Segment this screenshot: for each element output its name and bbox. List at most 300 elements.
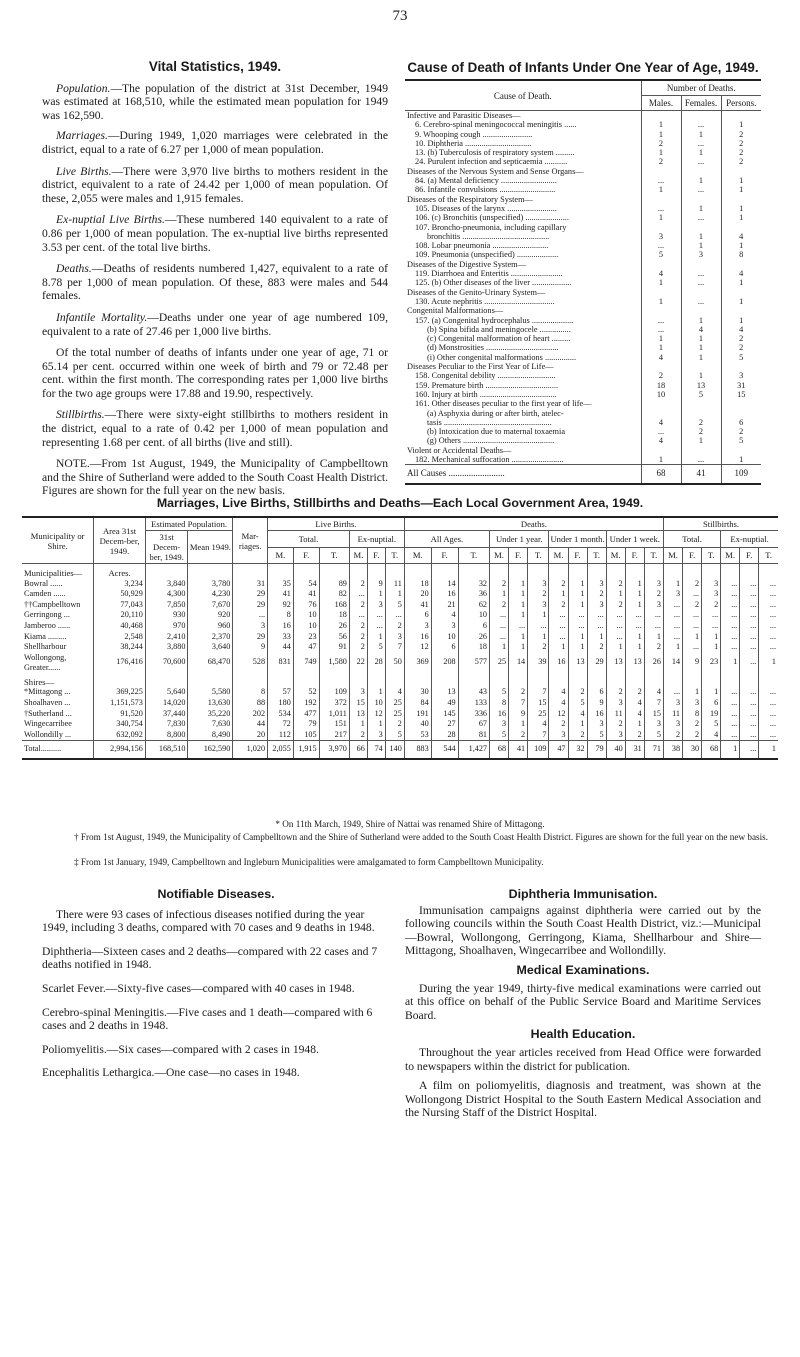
value-cell: 11	[385, 579, 404, 590]
total-row	[22, 741, 778, 759]
immunisation-text: Immunisation campaigns against diphtheria were carried out by the following councils within the South Coast Health District, viz.:—Municipal—Bowral, Wollongong, Gerringong, Kiama, Shellharbour and Shire—Mittagong, Shoalhaven, Wingecarribee and Wollondilly.	[405, 903, 761, 958]
value-cell: 1,011	[319, 709, 349, 720]
value-cell: 1	[606, 589, 625, 600]
value-cell: 31	[625, 741, 644, 759]
value-cell: 3,880	[145, 642, 188, 653]
vital-paragraph	[42, 165, 388, 206]
value-cell: ...	[759, 589, 778, 600]
value-cell: ...	[683, 621, 702, 632]
persons-count	[721, 167, 761, 176]
cause-row	[405, 316, 761, 325]
value-cell: 18	[319, 610, 349, 621]
value-cell: 8,800	[145, 730, 188, 741]
females-total: 41	[681, 465, 721, 484]
value-cell: 2	[683, 719, 702, 730]
females-count	[681, 260, 721, 269]
value-cell: 10	[367, 698, 385, 709]
value-cell: 3	[644, 719, 663, 730]
value-cell: 3	[663, 698, 682, 709]
value-cell: 2	[549, 579, 568, 590]
persons-count	[721, 260, 761, 269]
value-cell: 10	[458, 610, 489, 621]
value-cell: 2	[385, 621, 404, 632]
value-cell: 4,230	[188, 589, 233, 600]
cause-label: 108. Lobar pneumonia ...........................	[415, 241, 549, 251]
value-cell: 1	[759, 653, 778, 673]
municipality-row	[22, 632, 778, 643]
females-count: 1	[681, 176, 721, 185]
value-cell: 5	[367, 642, 385, 653]
value-cell: ...	[740, 653, 759, 673]
value-cell: 7	[528, 730, 549, 741]
cause-total-label: All Causes .........................	[405, 465, 641, 484]
cause-row	[405, 111, 761, 121]
shire-row	[22, 687, 778, 698]
value-cell: 23	[293, 632, 319, 643]
value-cell: 39	[528, 653, 549, 673]
females-count: 1	[681, 371, 721, 380]
value-cell: 2	[509, 730, 528, 741]
value-cell: 25	[490, 653, 509, 673]
value-cell: 1	[549, 589, 568, 600]
males-header: Males.	[641, 96, 681, 111]
muni-header: Municipality or Shire.	[22, 517, 94, 564]
value-cell: 2	[644, 589, 663, 600]
blank-cell	[385, 564, 404, 579]
value-cell: ...	[740, 632, 759, 643]
value-cell: 3	[606, 698, 625, 709]
value-cell: 6	[458, 621, 489, 632]
persons-count: 2	[721, 334, 761, 343]
value-cell: 3	[587, 600, 606, 611]
cause-label: 160. Injury at birth .....................................	[415, 389, 557, 399]
cause-total-row	[405, 465, 761, 484]
mft-header: M.	[404, 547, 431, 564]
males-count: 1	[641, 148, 681, 157]
vital-statistics-title: Vital Statistics, 1949.	[148, 59, 282, 74]
persons-header: Persons.	[721, 96, 761, 111]
males-count: ...	[641, 325, 681, 334]
males-count	[641, 362, 681, 371]
value-cell: 27	[431, 719, 458, 730]
under1m-header: Under 1 month.	[549, 531, 606, 548]
mft-header: T.	[759, 547, 778, 564]
paragraph-text: —These numbered 140 equivalent to a rate of 0.86 per 1,000 of mean population. The ex-nuptial live births represented 3.53 per cent. of the total live births.	[42, 213, 388, 254]
value-cell: ...	[759, 642, 778, 653]
value-cell: 2	[528, 642, 549, 653]
blank-cell	[458, 673, 489, 688]
cause-label: 125. (b) Other diseases of the liver ...................	[415, 278, 572, 288]
value-cell: 2	[625, 730, 644, 741]
value-cell: 3	[349, 687, 367, 698]
value-cell: 26	[319, 621, 349, 632]
municipality-row	[22, 589, 778, 600]
value-cell: 632,092	[94, 730, 146, 741]
value-cell: 3	[233, 621, 268, 632]
shire-row	[22, 709, 778, 720]
cause-label: Infective and Parasitic Diseases—	[407, 111, 521, 120]
paragraph-lead: Infantile Mortality.	[56, 310, 148, 324]
live-exnup-header: Ex-nuptial.	[349, 531, 404, 548]
value-cell: 11	[663, 709, 682, 720]
persons-count: 31	[721, 381, 761, 390]
value-cell: 1	[721, 741, 740, 759]
males-count	[641, 223, 681, 232]
value-cell: 2	[509, 687, 528, 698]
value-cell: 2	[625, 687, 644, 698]
mft-header: M.	[549, 547, 568, 564]
value-cell: ...	[721, 687, 740, 698]
blank-cell	[404, 564, 431, 579]
cause-label: (b) Intoxication due to maternal toxaemia	[427, 427, 566, 437]
marriages-births-deaths-table	[22, 516, 778, 760]
blank-cell	[490, 564, 509, 579]
area-name: Wollondilly ...	[24, 729, 72, 739]
value-cell: 30	[683, 741, 702, 759]
blank-cell	[268, 673, 294, 688]
value-cell: 7	[644, 698, 663, 709]
cause-row	[405, 241, 761, 250]
persons-count	[721, 195, 761, 204]
value-cell: ...	[587, 610, 606, 621]
value-cell: 5	[568, 698, 587, 709]
value-cell: ...	[349, 589, 367, 600]
value-cell: ...	[663, 600, 682, 611]
males-count: 2	[641, 139, 681, 148]
value-cell: 1	[721, 653, 740, 673]
males-count: 10	[641, 390, 681, 399]
value-cell: 2	[606, 719, 625, 730]
value-cell: 3	[702, 589, 721, 600]
value-cell: 4	[625, 709, 644, 720]
value-cell: 44	[268, 642, 294, 653]
dec-header: 31st Decem-ber, 1949.	[145, 531, 188, 564]
blank-cell	[568, 564, 587, 579]
blank-cell	[431, 673, 458, 688]
value-cell: 32	[458, 579, 489, 590]
value-cell: 44	[233, 719, 268, 730]
mft-header: T.	[528, 547, 549, 564]
value-cell: 4	[568, 709, 587, 720]
value-cell: 2,548	[94, 632, 146, 643]
municipality-row	[22, 642, 778, 653]
value-cell: ...	[587, 621, 606, 632]
value-cell: ...	[721, 589, 740, 600]
value-cell: 4	[702, 730, 721, 741]
value-cell: 4	[549, 687, 568, 698]
cause-header: Cause of Death.	[405, 80, 641, 111]
value-cell: 191	[404, 709, 431, 720]
value-cell: ...	[606, 632, 625, 643]
mft-header: T.	[702, 547, 721, 564]
females-count: 4	[681, 325, 721, 334]
value-cell: 9	[683, 653, 702, 673]
persons-count: 2	[721, 343, 761, 352]
value-cell: 13	[349, 709, 367, 720]
value-cell: 2	[349, 642, 367, 653]
area-name: Shoalhaven ...	[24, 697, 71, 707]
mft-header: F.	[431, 547, 458, 564]
cause-label: Diseases of the Digestive System—	[407, 259, 526, 269]
value-cell: ...	[740, 730, 759, 741]
value-cell: 84	[404, 698, 431, 709]
mft-header: F.	[740, 547, 759, 564]
value-cell: ...	[367, 610, 385, 621]
persons-count: 2	[721, 148, 761, 157]
value-cell: 13	[625, 653, 644, 673]
value-cell: ...	[385, 610, 404, 621]
cause-row	[405, 371, 761, 380]
value-cell: 2	[385, 719, 404, 730]
males-total: 68	[641, 465, 681, 484]
value-cell: 336	[458, 709, 489, 720]
value-cell: 3	[404, 621, 431, 632]
persons-total: 109	[721, 465, 761, 484]
municipalities-heading-unit: Acres.	[94, 564, 146, 579]
value-cell: 1,580	[319, 653, 349, 673]
value-cell: 960	[188, 621, 233, 632]
persons-count	[721, 288, 761, 297]
value-cell: 3,234	[94, 579, 146, 590]
health-education-text-2: A film on poliomyelitis, diagnosis and treatment, was shown at the Wollongong District Hospital to the South Eastern Medical Association and the Nursing Staff of the District Hospital.	[405, 1079, 761, 1120]
males-count	[641, 288, 681, 297]
persons-count: 2	[721, 130, 761, 139]
value-cell: ...	[721, 730, 740, 741]
value-cell: 13	[606, 653, 625, 673]
blank-cell	[702, 673, 721, 688]
value-cell: 28	[431, 730, 458, 741]
value-cell: 33	[268, 632, 294, 643]
value-cell: 25	[528, 709, 549, 720]
males-count: 4	[641, 418, 681, 427]
value-cell: 1	[509, 632, 528, 643]
value-cell: 140	[385, 741, 404, 759]
blank-cell	[385, 673, 404, 688]
cause-of-death-section	[405, 60, 761, 485]
cause-row	[405, 157, 761, 166]
value-cell: 6	[431, 642, 458, 653]
value-cell: 3	[367, 600, 385, 611]
value-cell: 3	[606, 730, 625, 741]
medical-title: Medical Examinations.	[516, 962, 650, 977]
value-cell: 3	[663, 719, 682, 730]
blank-cell	[683, 673, 702, 688]
blank-cell	[293, 673, 319, 688]
value-cell: 92	[268, 600, 294, 611]
value-cell: 1	[606, 642, 625, 653]
males-count: ...	[641, 427, 681, 436]
females-count	[681, 111, 721, 121]
value-cell: 970	[145, 621, 188, 632]
shires-heading	[22, 673, 778, 688]
value-cell: ...	[528, 621, 549, 632]
blank-cell	[683, 564, 702, 579]
value-cell: 68,470	[188, 653, 233, 673]
persons-count: 15	[721, 390, 761, 399]
cause-label: (i) Other congenital malformations ...............	[427, 352, 577, 362]
municipality-row	[22, 621, 778, 632]
value-cell: 1	[759, 741, 778, 759]
shire-row	[22, 730, 778, 741]
value-cell: ...	[606, 610, 625, 621]
blank-cell	[568, 673, 587, 688]
value-cell: ...	[759, 621, 778, 632]
value-cell: ...	[721, 719, 740, 730]
value-cell: 109	[528, 741, 549, 759]
value-cell: 930	[145, 610, 188, 621]
mft-header: F.	[293, 547, 319, 564]
value-cell: 21	[431, 600, 458, 611]
value-cell: 1,915	[293, 741, 319, 759]
females-count: ...	[681, 139, 721, 148]
value-cell: 1,151,573	[94, 698, 146, 709]
value-cell: 1	[625, 600, 644, 611]
females-count: ...	[681, 213, 721, 222]
persons-count: 1	[721, 204, 761, 213]
value-cell: 35	[268, 579, 294, 590]
persons-count: 1	[721, 241, 761, 250]
females-header: Females.	[681, 96, 721, 111]
cause-row	[405, 409, 761, 418]
value-cell: 831	[268, 653, 294, 673]
cause-label: Diseases of the Respiratory System—	[407, 194, 533, 204]
persons-count: 5	[721, 353, 761, 362]
value-cell: ...	[740, 600, 759, 611]
value-cell: ...	[759, 719, 778, 730]
value-cell: 9	[509, 709, 528, 720]
blank-cell	[233, 673, 268, 688]
value-cell: 5	[490, 687, 509, 698]
value-cell: 202	[233, 709, 268, 720]
cause-row	[405, 139, 761, 148]
vital-paragraph	[42, 408, 388, 449]
value-cell: 9	[367, 579, 385, 590]
value-cell: ...	[721, 610, 740, 621]
cause-label: 109. Pneumonia (unspecified) ....................	[415, 250, 559, 260]
value-cell: 372	[319, 698, 349, 709]
value-cell: 7,850	[145, 600, 188, 611]
value-cell: 3	[367, 730, 385, 741]
value-cell: 20	[404, 589, 431, 600]
value-cell: 168,510	[145, 741, 188, 759]
value-cell: 2,055	[268, 741, 294, 759]
value-cell: ...	[721, 698, 740, 709]
value-cell: 217	[319, 730, 349, 741]
mft-header: F.	[683, 547, 702, 564]
value-cell: 1	[683, 632, 702, 643]
persons-count: 1	[721, 278, 761, 287]
value-cell: 1	[367, 687, 385, 698]
value-cell: 1	[509, 579, 528, 590]
value-cell: 4	[644, 687, 663, 698]
value-cell: 14	[509, 653, 528, 673]
value-cell: 43	[458, 687, 489, 698]
value-cell: 4	[528, 719, 549, 730]
cause-label: 158. Congenital debility ............................	[415, 371, 556, 381]
value-cell: 145	[431, 709, 458, 720]
value-cell: ...	[702, 610, 721, 621]
males-count	[641, 111, 681, 121]
paragraph-lead: Population.	[56, 81, 111, 95]
females-count: 1	[681, 436, 721, 445]
cause-row	[405, 353, 761, 362]
value-cell: 5	[490, 730, 509, 741]
males-count: 2	[641, 157, 681, 166]
shires-heading-label: Shires—	[24, 676, 55, 687]
value-cell: 6	[404, 610, 431, 621]
mft-header: T.	[587, 547, 606, 564]
area-name: *Mittagong ...	[24, 687, 71, 697]
area-name: Wingecarribee	[24, 719, 72, 729]
blank-cell	[458, 564, 489, 579]
value-cell: ...	[759, 632, 778, 643]
value-cell: 2	[683, 600, 702, 611]
blank-cell	[188, 673, 233, 688]
municipalities-heading-label: Municipalities—	[24, 568, 83, 578]
cause-label: Violent or Accidental Deaths—	[407, 445, 512, 455]
value-cell: 79	[587, 741, 606, 759]
cause-row	[405, 120, 761, 129]
value-cell: 5	[587, 730, 606, 741]
males-count: 3	[641, 232, 681, 241]
males-count: 5	[641, 250, 681, 259]
persons-count: 1	[721, 176, 761, 185]
blank-cell	[759, 673, 778, 688]
value-cell: 2	[587, 642, 606, 653]
value-cell: 1	[509, 600, 528, 611]
cause-label: 13. (b) Tuberculosis of respiratory system .........	[415, 148, 575, 158]
value-cell: ...	[349, 610, 367, 621]
value-cell: 41	[509, 741, 528, 759]
value-cell: 89	[319, 579, 349, 590]
municipality-row	[22, 610, 778, 621]
value-cell: 1	[509, 642, 528, 653]
females-count	[681, 306, 721, 315]
value-cell: 68	[490, 741, 509, 759]
area-name: Jamberoo ......	[24, 620, 71, 630]
males-count: 1	[641, 343, 681, 352]
value-cell: 9	[587, 698, 606, 709]
health-education-title: Health Education.	[530, 1027, 636, 1042]
value-cell: 2	[490, 579, 509, 590]
area-name: Gerringong ...	[24, 610, 70, 620]
males-count: 1	[641, 455, 681, 465]
cause-row	[405, 288, 761, 297]
value-cell: 577	[458, 653, 489, 673]
blank-cell	[367, 564, 385, 579]
value-cell: 7,830	[145, 719, 188, 730]
value-cell: 1	[702, 632, 721, 643]
females-count	[681, 409, 721, 418]
value-cell: 369,225	[94, 687, 146, 698]
value-cell: 1	[625, 719, 644, 730]
persons-count	[721, 306, 761, 315]
blank-cell	[349, 564, 367, 579]
value-cell: 16	[490, 709, 509, 720]
estpop-header: Estimated Population.	[145, 517, 232, 531]
value-cell: ...	[568, 621, 587, 632]
mft-header: M.	[606, 547, 625, 564]
vital-paragraph	[42, 346, 388, 400]
value-cell: 31	[233, 579, 268, 590]
value-cell: ...	[606, 621, 625, 632]
cause-label: 130. Acute nephritis ..................................	[415, 296, 555, 306]
value-cell: 7	[385, 642, 404, 653]
value-cell: 79	[293, 719, 319, 730]
value-cell: 1	[568, 642, 587, 653]
value-cell: 91	[319, 642, 349, 653]
value-cell: 1	[367, 632, 385, 643]
